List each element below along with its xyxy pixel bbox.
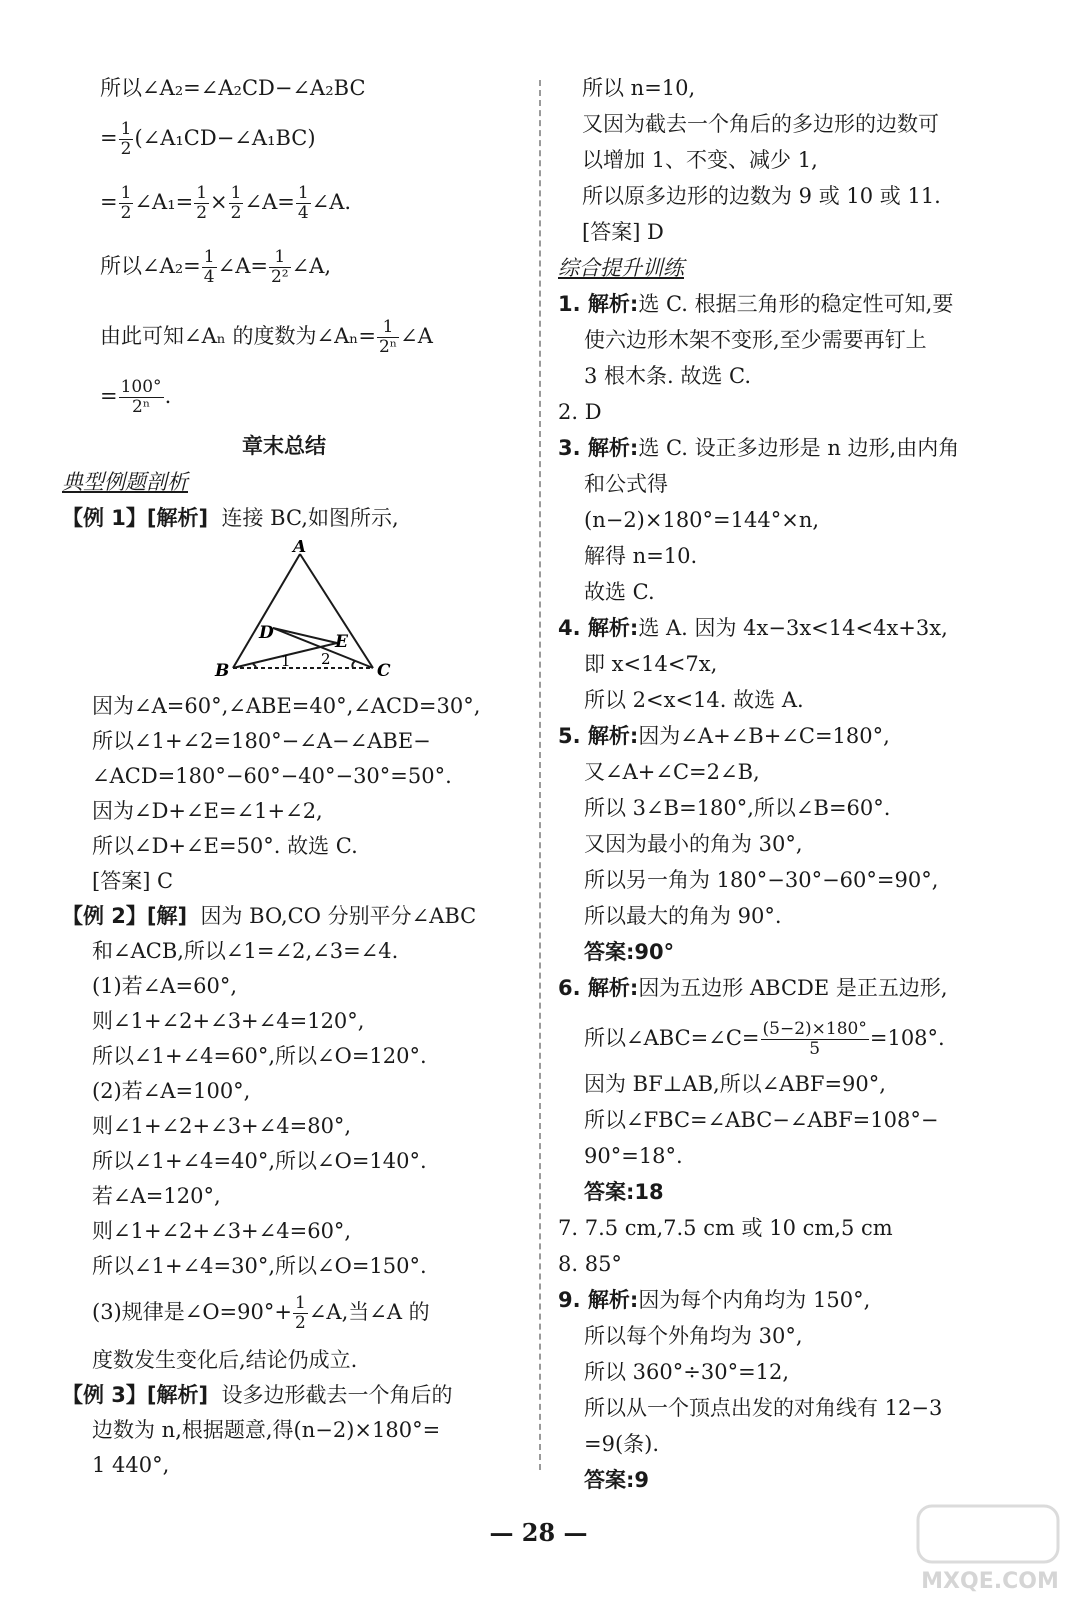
solution-line: 所以∠1+∠4=60°,所以∠O=120°. [92,1044,427,1068]
solution-line: 即 x<14<7x, [584,652,718,676]
fraction: $\frac{1}{2}$ [120,119,132,159]
solution-line: 故选 C. [584,580,655,604]
solution-line: 则∠1+∠2+∠3+∠4=120°, [92,1009,365,1033]
question-8: 8. 85° [558,1252,622,1276]
question-2: 2. D [558,400,602,424]
vertex-label-c: C [377,661,391,680]
column-divider [539,80,541,1470]
solution-line: 所以每个外角均为 30°, [584,1324,803,1348]
fraction: $\frac{100^\circ}{\text{2ⁿ}}$ [120,377,162,417]
solution-line: 边数为 n,根据题意,得(n−2)×180°= [92,1418,441,1442]
solution-line: 所以 2<x<14. 故选 A. [584,688,804,712]
question-1: 1. 解析:选 C. 根据三角形的稳定性可知,要 [558,292,954,316]
solution-line: 所以∠FBC=∠ABC−∠ABF=108°− [584,1108,939,1132]
fraction: $\frac{1}{2}$ [294,1293,306,1333]
question-3: 3. 解析:选 C. 设正多边形是 n 边形,由内角 [558,436,960,460]
answer-line: 答案:9 [584,1468,650,1492]
derivation-line: = $\frac{1}{2}$ ∠A₁= $\frac{1}{2}$ × $\frac{1}{2}$ ∠A= $\frac{1}{4}$ ∠A. [100,183,352,223]
derivation-line: 所以∠A₂= $\frac{1}{4}$ ∠A= $\frac{1}{\text{2²}}$ ∠A, [100,247,332,287]
solution-line: 因为∠A=60°,∠ABE=40°,∠ACD=30°, [92,694,481,718]
solution-line: 以增加 1、不变、减少 1, [582,148,818,172]
solution-line: (1)若∠A=60°, [92,974,238,998]
solution-line: 所以从一个顶点出发的对角线有 12−3 [584,1396,943,1420]
solution-line: ∠ACD=180°−60°−40°−30°=50°. [92,764,452,788]
solution-line: 则∠1+∠2+∠3+∠4=60°, [92,1219,352,1243]
solution-line: 1 440°, [92,1453,170,1477]
solution-line: 又因为截去一个角后的多边形的边数可 [582,112,939,136]
example-3-header: 【例 3】[解析] 设多边形截去一个角后的 [62,1383,453,1407]
question-6: 6. 解析:因为五边形 ABCDE 是正五边形, [558,976,948,1000]
solution-line: 若∠A=120°, [92,1184,221,1208]
solution-line: 又因为最小的角为 30°, [584,832,803,856]
angle-label-2: 2 [321,650,331,668]
solution-line: 所以∠1+∠2=180°−∠A−∠ABE− [92,729,431,753]
page-number: — 28 — [489,1518,588,1547]
solution-line: (2)若∠A=100°, [92,1079,251,1103]
vertex-label-b: B [215,661,230,680]
fraction: $\frac{1}{\text{2ⁿ}}$ [378,317,398,357]
answer-line: 答案:18 [584,1180,664,1204]
derivation-line: = $\frac{100^\circ}{\text{2ⁿ}}$ . [100,377,172,417]
solution-line: 所以 n=10, [582,76,696,100]
fraction: $\frac{1}{2}$ [196,183,208,223]
question-4: 4. 解析:选 A. 因为 4x−3x<14<4x+3x, [558,616,948,640]
derivation-line: 所以∠A₂=∠A₂CD−∠A₂BC [100,76,366,100]
fraction: $\frac{1}{2}$ [120,183,132,223]
watermark-logo [910,1500,1070,1596]
solution-line: 则∠1+∠2+∠3+∠4=80°, [92,1114,352,1138]
solution-line: 所以∠D+∠E=50°. 故选 C. [92,834,358,858]
answer-line: 答案:90° [584,940,675,964]
derivation-line: = $\frac{1}{2}$ (∠A₁CD−∠A₁BC) [100,119,316,159]
solution-line: (3)规律是∠O=90°+ $\frac{1}{2}$ ∠A,当∠A 的 [92,1293,430,1333]
solution-line: 度数发生变化后,结论仍成立. [92,1348,358,1372]
example-2-header: 【例 2】[解] 因为 BO,CO 分别平分∠ABC [62,904,477,928]
solution-line: 所以∠1+∠4=40°,所以∠O=140°. [92,1149,427,1173]
answer-line: [答案] C [92,869,174,893]
section-heading: 综合提升训练 [558,256,684,280]
fraction: $\frac{1}{4}$ [297,183,309,223]
triangle-figure [195,540,425,680]
solution-line: 所以原多边形的边数为 9 或 10 或 11. [582,184,941,208]
solution-line: 90°=18°. [584,1144,683,1168]
solution-line: 又∠A+∠C=2∠B, [584,760,760,784]
solution-line: 所以最大的角为 90°. [584,904,782,928]
question-7: 7. 7.5 cm,7.5 cm 或 10 cm,5 cm [558,1216,893,1240]
chapter-heading: 章末总结 [242,434,326,458]
solution-line: 所以另一角为 180°−30°−60°=90°, [584,868,939,892]
watermark-text: MXQE.COM [921,1569,1059,1594]
derivation-line: 由此可知∠Aₙ 的度数为∠Aₙ= $\frac{1}{\text{2ⁿ}}$ ∠A [100,317,433,357]
solution-line: =9(条). [584,1432,660,1456]
answer-line: [答案] D [582,220,664,244]
solution-line: 3 根木条. 故选 C. [584,364,752,388]
fraction: $\frac{(5-2)\times 180^\circ}{5}$ [762,1019,867,1059]
question-9: 9. 解析:因为每个内角均为 150°, [558,1288,871,1312]
fraction: $\frac{1}{4}$ [203,247,215,287]
solution-line: (n−2)×180°=144°×n, [584,508,820,532]
example-1-header: 【例 1】[解析] 连接 BC,如图所示, [62,506,399,530]
question-5: 5. 解析:因为∠A+∠B+∠C=180°, [558,724,890,748]
solution-line: 因为 BF⊥AB,所以∠ABF=90°, [584,1072,886,1096]
solution-line: 因为∠D+∠E=∠1+∠2, [92,799,323,823]
solution-line: 使六边形木架不变形,至少需要再钉上 [584,328,927,352]
angle-label-1: 1 [281,652,291,670]
solution-line: 所以 3∠B=180°,所以∠B=60°. [584,796,891,820]
solution-line: 所以 360°÷30°=12, [584,1360,790,1384]
solution-line: 和∠ACB,所以∠1=∠2,∠3=∠4. [92,939,399,963]
solution-line: 解得 n=10. [584,544,698,568]
vertex-label-a: A [293,540,307,557]
vertex-label-e: E [335,632,348,652]
solution-line: 和公式得 [584,472,668,496]
solution-line: 所以∠ABC=∠C= $\frac{(5-2)\times 180^\circ}{5}$ =108°. [584,1019,945,1059]
vertex-label-d: D [259,623,274,643]
fraction: $\frac{1}{2}$ [230,183,242,223]
section-heading: 典型例题剖析 [62,470,188,494]
fraction: $\frac{1}{\text{2²}}$ [270,247,289,287]
solution-line: 所以∠1+∠4=30°,所以∠O=150°. [92,1254,427,1278]
